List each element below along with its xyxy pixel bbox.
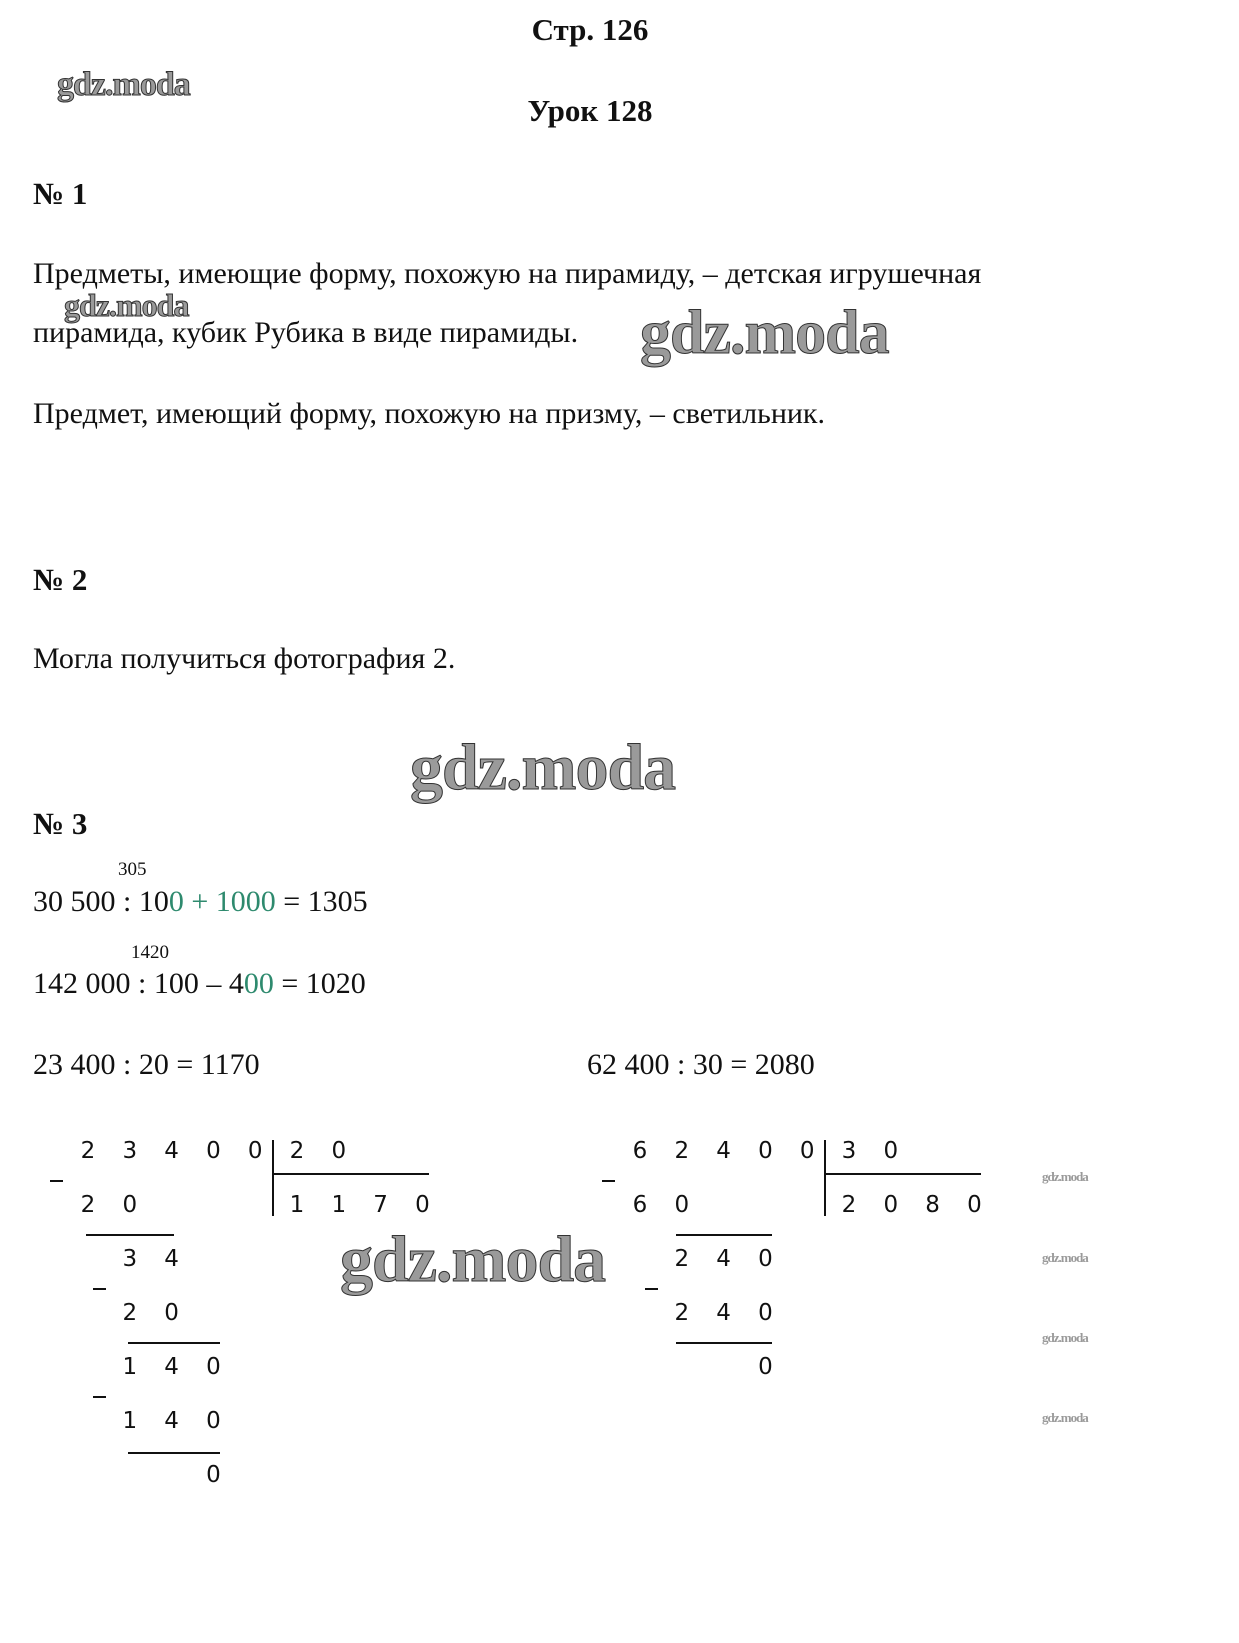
underline — [676, 1342, 772, 1344]
division-digit: 4 — [716, 1300, 731, 1326]
watermark: gdz.moda — [640, 299, 889, 367]
watermark: gdz.moda — [1042, 1250, 1088, 1265]
quotient-digit: 0 — [415, 1192, 430, 1218]
task-2-text: Могла получиться фотография 2. — [33, 642, 456, 675]
minus-sign — [602, 1180, 615, 1182]
division-line — [824, 1173, 981, 1175]
division-digit: 0 — [674, 1192, 690, 1218]
division-digit: 0 — [206, 1462, 221, 1488]
eq2-result: = 1020 — [273, 967, 366, 1000]
underline — [86, 1234, 174, 1236]
division-digit: 2 — [80, 1138, 96, 1164]
division-digit: 0 — [206, 1138, 221, 1164]
division-digit: 2 — [122, 1300, 138, 1326]
task-1-line-1: Предметы, имеющие форму, похожую на пирамиду, – детская игрушечная — [33, 257, 982, 290]
eq2-part: 142 000 : 100 – 4 — [33, 967, 244, 1000]
division-digit: 2 — [674, 1138, 690, 1164]
division-digit: 3 — [122, 1246, 138, 1272]
division-digit: 0 — [122, 1192, 138, 1218]
eq2-highlight: 00 — [243, 967, 274, 1000]
quotient-digit: 1 — [289, 1192, 305, 1218]
division-digit: 4 — [716, 1138, 731, 1164]
division-digit: 2 — [674, 1246, 690, 1272]
eq2-note: 1420 — [131, 942, 169, 963]
division-digit: 4 — [164, 1138, 179, 1164]
watermark: gdz.moda — [340, 1223, 606, 1296]
division-digit: 4 — [716, 1246, 731, 1272]
division-digit: 0 — [247, 1138, 263, 1164]
eq1-result: = 1305 — [275, 885, 368, 918]
division-digit: 6 — [632, 1192, 648, 1218]
watermark: gdz.moda — [1042, 1330, 1088, 1345]
division-digit: 1 — [122, 1408, 138, 1434]
task-1-line-2: пирамида, кубик Рубика в виде пирамиды. — [33, 316, 579, 349]
division-digit: 4 — [164, 1354, 179, 1380]
divisor-digit: 3 — [841, 1138, 857, 1164]
equation-2 — [33, 967, 366, 1001]
watermark: gdz.moda — [57, 66, 190, 103]
division-digit: 6 — [632, 1138, 648, 1164]
task-3-number: № 3 — [33, 806, 88, 841]
quotient-digit: 0 — [967, 1192, 982, 1218]
page-number: Стр. 126 — [531, 12, 649, 47]
division-digit: 3 — [122, 1138, 138, 1164]
equation-3: 23 400 : 20 = 1170 — [33, 1048, 260, 1081]
minus-sign — [50, 1180, 63, 1182]
division-digit: 0 — [758, 1300, 773, 1326]
task-1-number: № 1 — [33, 176, 88, 211]
minus-sign — [93, 1288, 106, 1290]
quotient-digit: 0 — [883, 1192, 899, 1218]
division-digit: 0 — [206, 1408, 221, 1434]
underline — [676, 1234, 772, 1236]
quotient-digit: 8 — [925, 1192, 940, 1218]
underline — [128, 1342, 220, 1344]
eq1-highlight: 0 + 1000 — [168, 885, 276, 918]
watermark: gdz.moda — [1042, 1410, 1088, 1425]
watermark: gdz.moda — [1042, 1169, 1088, 1184]
quotient-digit: 7 — [373, 1192, 388, 1218]
quotient-digit: 1 — [331, 1192, 347, 1218]
division-digit: 0 — [758, 1246, 773, 1272]
underline — [128, 1452, 220, 1454]
division-digit: 0 — [758, 1354, 773, 1380]
equation-1 — [33, 885, 368, 919]
division-digit: 0 — [164, 1300, 179, 1326]
divisor-digit: 0 — [331, 1138, 347, 1164]
division-digit: 4 — [164, 1408, 179, 1434]
eq1-part: 30 500 : 10 — [33, 885, 169, 918]
division-digit: 0 — [206, 1354, 221, 1380]
minus-sign — [93, 1396, 106, 1398]
watermark: gdz.moda — [64, 287, 189, 323]
division-line — [272, 1173, 429, 1175]
division-digit: 4 — [164, 1246, 179, 1272]
equation-4: 62 400 : 30 = 2080 — [587, 1048, 815, 1081]
divisor-digit: 2 — [289, 1138, 305, 1164]
task-1-line-3: Предмет, имеющий форму, похожую на призму, – светильник. — [33, 397, 826, 430]
division-digit: 0 — [758, 1138, 773, 1164]
division-digit: 0 — [799, 1138, 815, 1164]
division-digit: 1 — [122, 1354, 138, 1380]
eq1-note: 305 — [118, 859, 147, 880]
division-bar — [272, 1140, 274, 1216]
minus-sign — [645, 1288, 658, 1290]
division-bar — [824, 1140, 826, 1216]
watermark: gdz.moda — [410, 731, 676, 804]
division-digit: 2 — [80, 1192, 96, 1218]
lesson-title: Урок 128 — [527, 93, 653, 128]
divisor-digit: 0 — [883, 1138, 899, 1164]
division-digit: 2 — [674, 1300, 690, 1326]
quotient-digit: 2 — [841, 1192, 857, 1218]
task-2-number: № 2 — [33, 562, 88, 597]
